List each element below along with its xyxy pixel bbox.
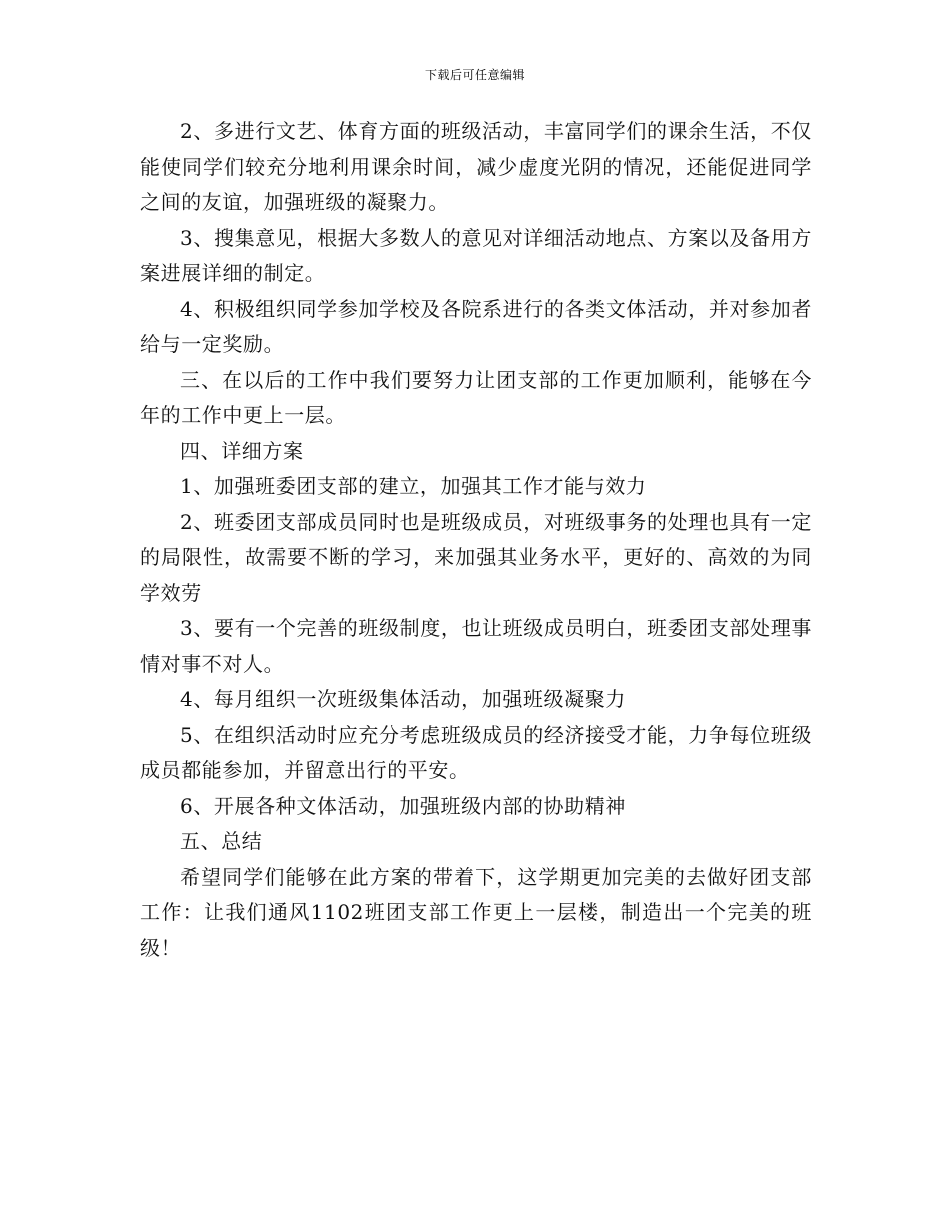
document-body [140,114,812,966]
paragraph: 4、积极组织同学参加学校及各院系进行的各类文体活动，并对参加者给与一定奖励。 [140,296,812,356]
paragraph: 2、班委团支部成员同时也是班级成员，对班级事务的处理也具有一定的局限性，故需要不断的学习，来加强其业务水平，更好的、高效的为同学效劳 [140,509,812,605]
paragraph: 三、在以后的工作中我们要努力让团支部的工作更加顺利，能够在今年的工作中更上一层。 [140,367,812,427]
page-header: 下载后可任意编辑 [424,68,525,82]
section-heading: 四、详细方案 [180,438,304,463]
paragraph: 6、开展各种文体活动，加强班级内部的协助精神 [180,793,626,818]
paragraph: 2、多进行文艺、体育方面的班级活动，丰富同学们的课余生活，不仅能使同学们较充分地利用课余时间，减少虚度光阴的情况，还能促进同学之间的友谊，加强班级的凝聚力。 [140,119,812,214]
paragraph: 3、要有一个完善的班级制度，也让班级成员明白，班委团支部处理事情对事不对人。 [140,616,812,676]
paragraph: 希望同学们能够在此方案的带着下，这学期更加完美的去做好团支部工作：让我们通风1102班团支部工作更上一层楼，制造出一个完美的班级！ [140,864,812,960]
paragraph: 3、搜集意见，根据大多数人的意见对详细活动地点、方案以及备用方案进展详细的制定。 [140,225,812,285]
paragraph: 4、每月组织一次班级集体活动，加强班级凝聚力 [180,687,626,711]
paragraph: 1、加强班委团支部的建立，加强其工作才能与效力 [180,474,647,498]
section-heading: 五、总结 [180,829,263,853]
paragraph: 5、在组织活动时应充分考虑班级成员的经济接受才能，力争每位班级成员都能参加，并留意出行的平安。 [140,722,812,782]
